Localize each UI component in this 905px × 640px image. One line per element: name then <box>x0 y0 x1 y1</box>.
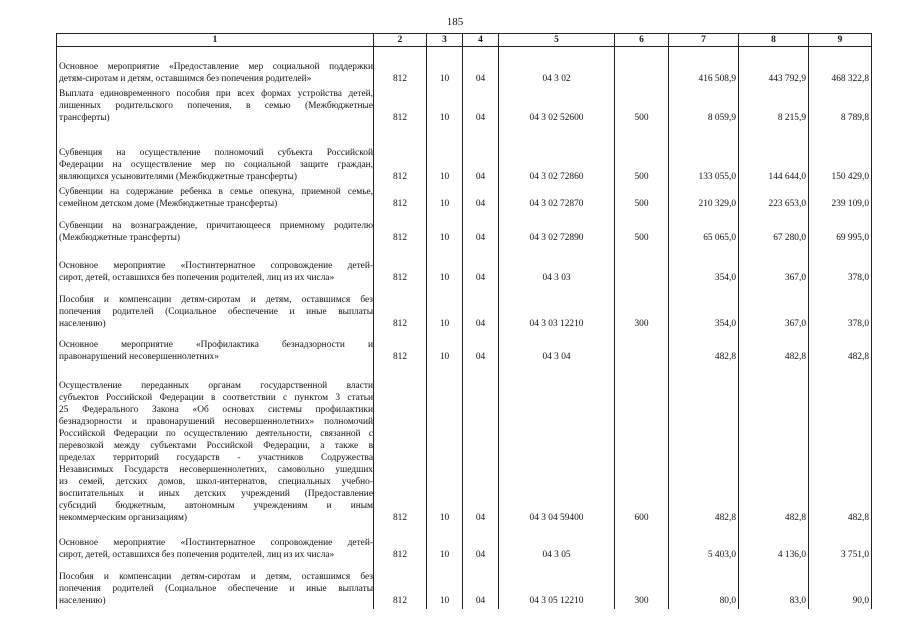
description-line: Выплата единовременного пособия при всех формах устройства детей, <box>59 89 373 99</box>
table-row <box>57 339 872 363</box>
amount-year-1: 5 403,0 <box>669 537 739 561</box>
row-description <box>57 294 374 330</box>
description-line: Федерации на осуществление мер по социальной защите граждан, <box>59 160 373 170</box>
expense-type-code: 500 <box>615 88 669 124</box>
amount-year-1: 416 508,9 <box>669 61 739 85</box>
amount-year-2: 4 136,0 <box>739 537 809 561</box>
expense-type-code: 500 <box>615 220 669 244</box>
section-code: 10 <box>427 260 463 284</box>
administrator-code: 812 <box>374 537 427 561</box>
target-item-code: 04 3 04 <box>499 339 615 363</box>
subsection-code: 04 <box>463 88 499 124</box>
amount-year-1: 65 065,0 <box>669 220 739 244</box>
amount-year-3: 3 751,0 <box>809 537 872 561</box>
description-line: воспитательных и иных детских учреждений (Предоставление <box>59 489 373 499</box>
description-line: Субвенции на вознаграждение, причитающееся приемному родителю <box>59 221 373 231</box>
amount-year-1: 80,0 <box>669 571 739 607</box>
amount-year-2: 144 644,0 <box>739 135 809 183</box>
description-line: Основное мероприятие «Профилактика безнадзорности и <box>59 340 373 350</box>
administrator-code: 812 <box>374 339 427 363</box>
table-bottom-margin <box>57 607 872 609</box>
section-code: 10 <box>427 339 463 363</box>
administrator-code: 812 <box>374 61 427 85</box>
table-row <box>57 571 872 607</box>
row-description <box>57 220 374 244</box>
subsection-code: 04 <box>463 260 499 284</box>
row-description <box>57 380 374 524</box>
description-line: населению) <box>59 596 106 606</box>
expense-type-code: 300 <box>615 294 669 330</box>
column-number: 8 <box>739 34 809 47</box>
amount-year-2: 67 280,0 <box>739 220 809 244</box>
table-row <box>57 88 872 124</box>
amount-year-3: 239 109,0 <box>809 186 872 210</box>
row-spacer <box>57 124 872 135</box>
column-number: 5 <box>499 34 615 47</box>
target-item-code: 04 3 05 12210 <box>499 571 615 607</box>
target-item-code: 04 3 02 52600 <box>499 88 615 124</box>
description-line: (Межбюджетные трансферты) <box>59 233 181 243</box>
description-line: субъектов Российской Федерации в соответствии с пунктом 3 статьи <box>59 393 373 403</box>
row-spacer <box>57 284 872 294</box>
amount-year-2: 367,0 <box>739 294 809 330</box>
amount-year-3: 150 429,0 <box>809 135 872 183</box>
description-line: Основное мероприятие «Предоставление мер социальной поддержки <box>59 62 373 72</box>
subsection-code: 04 <box>463 294 499 330</box>
description-line: 25 Федерального Закона «Об основах системы профилактики <box>59 405 373 415</box>
description-line: сирот, детей, оставшихся без попечения родителей, лиц из их числа» <box>59 550 335 560</box>
description-line: правонарушений несовершеннолетних» <box>59 352 219 362</box>
row-description <box>57 260 374 284</box>
target-item-code: 04 3 02 72890 <box>499 220 615 244</box>
description-line: некоммерческим организациям) <box>59 513 188 523</box>
description-line: сирот, детей, оставшихся без попечения родителей, лиц из их числа» <box>59 273 335 283</box>
section-code: 10 <box>427 186 463 210</box>
amount-year-3: 378,0 <box>809 294 872 330</box>
description-line: являющихся усыновителями (Межбюджетные трансферты) <box>59 172 297 182</box>
subsection-code: 04 <box>463 135 499 183</box>
column-number-row <box>57 34 872 47</box>
description-line: семейном детском доме (Межбюджетные трансферты) <box>59 199 278 209</box>
description-line: перевозкой между субъектами Российской Федерации, а также в <box>59 441 373 451</box>
amount-year-2: 83,0 <box>739 571 809 607</box>
amount-year-1: 354,0 <box>669 294 739 330</box>
subsection-code: 04 <box>463 339 499 363</box>
expense-type-code <box>615 339 669 363</box>
target-item-code: 04 3 05 <box>499 537 615 561</box>
description-line: трансферты) <box>59 113 110 123</box>
description-line: Независимых Государств несовершеннолетних, самовольно ушедших <box>59 465 373 475</box>
table-row <box>57 186 872 210</box>
row-spacer <box>57 210 872 220</box>
description-line: попечения родителей (Социальное обеспечение и иные выплаты <box>59 307 373 317</box>
administrator-code: 812 <box>374 380 427 524</box>
section-code: 10 <box>427 380 463 524</box>
subsection-code: 04 <box>463 186 499 210</box>
row-spacer <box>57 244 872 260</box>
subsection-code: 04 <box>463 220 499 244</box>
administrator-code: 812 <box>374 135 427 183</box>
description-line: из семей, детских домов, школ-интернатов, специальных учебно- <box>59 477 373 487</box>
administrator-code: 812 <box>374 88 427 124</box>
row-description <box>57 135 374 183</box>
subsection-code: 04 <box>463 380 499 524</box>
target-item-code: 04 3 02 <box>499 61 615 85</box>
page-number: 185 <box>446 16 464 28</box>
amount-year-1: 8 059,9 <box>669 88 739 124</box>
expense-type-code: 600 <box>615 380 669 524</box>
column-number: 7 <box>669 34 739 47</box>
budget-table <box>56 33 872 609</box>
description-line <box>59 135 373 147</box>
column-number: 9 <box>809 34 872 47</box>
row-description <box>57 88 374 124</box>
description-line: безнадзорности и правонарушений несовершеннолетних» полномочий <box>59 417 373 427</box>
administrator-code: 812 <box>374 260 427 284</box>
subsection-code: 04 <box>463 61 499 85</box>
amount-year-3: 482,8 <box>809 339 872 363</box>
amount-year-3: 8 789,8 <box>809 88 872 124</box>
description-line: Пособия и компенсации детям-сиротам и детям, оставшимся без <box>59 572 373 582</box>
amount-year-1: 210 329,0 <box>669 186 739 210</box>
table-row <box>57 294 872 330</box>
column-number: 6 <box>615 34 669 47</box>
subsection-code: 04 <box>463 571 499 607</box>
amount-year-1: 133 055,0 <box>669 135 739 183</box>
row-description <box>57 571 374 607</box>
table-body <box>57 47 872 610</box>
section-code: 10 <box>427 220 463 244</box>
description-line: лишенных родительского попечения, в семью (Межбюджетные <box>59 101 373 111</box>
row-spacer <box>57 561 872 571</box>
row-description <box>57 186 374 210</box>
amount-year-3: 69 995,0 <box>809 220 872 244</box>
section-code: 10 <box>427 88 463 124</box>
description-line: Основное мероприятие «Постинтернатное сопровождение детей- <box>59 538 373 548</box>
target-item-code: 04 3 02 72860 <box>499 135 615 183</box>
expense-type-code <box>615 61 669 85</box>
row-description <box>57 537 374 561</box>
amount-year-2: 367,0 <box>739 260 809 284</box>
column-number: 2 <box>374 34 427 47</box>
administrator-code: 812 <box>374 220 427 244</box>
description-line: Основное мероприятие «Постинтернатное сопровождение детей- <box>59 261 373 271</box>
table-row <box>57 135 872 183</box>
expense-type-code: 300 <box>615 571 669 607</box>
description-line: населению) <box>59 319 106 329</box>
amount-year-3: 90,0 <box>809 571 872 607</box>
amount-year-2: 8 215,9 <box>739 88 809 124</box>
target-item-code: 04 3 02 72870 <box>499 186 615 210</box>
administrator-code: 812 <box>374 571 427 607</box>
expense-type-code: 500 <box>615 135 669 183</box>
table-row <box>57 61 872 85</box>
expense-type-code: 500 <box>615 186 669 210</box>
target-item-code: 04 3 04 59400 <box>499 380 615 524</box>
amount-year-3: 378,0 <box>809 260 872 284</box>
table-row <box>57 220 872 244</box>
expense-type-code <box>615 260 669 284</box>
table-row <box>57 260 872 284</box>
description-line: субсидий бюджетным, автономным учреждениям и иным <box>59 501 373 511</box>
row-description <box>57 339 374 363</box>
description-line: попечения родителей (Социальное обеспечение и иные выплаты <box>59 584 373 594</box>
amount-year-2: 223 653,0 <box>739 186 809 210</box>
section-code: 10 <box>427 537 463 561</box>
table-row <box>57 380 872 524</box>
amount-year-1: 482,8 <box>669 380 739 524</box>
row-spacer <box>57 363 872 380</box>
section-code: 10 <box>427 571 463 607</box>
amount-year-2: 443 792,9 <box>739 61 809 85</box>
section-code: 10 <box>427 135 463 183</box>
target-item-code: 04 3 03 12210 <box>499 294 615 330</box>
row-spacer <box>57 47 872 62</box>
column-number: 3 <box>427 34 463 47</box>
amount-year-3: 468 322,8 <box>809 61 872 85</box>
description-line: Российской Федерации по осуществлению деятельности, связанной с <box>59 429 373 439</box>
section-code: 10 <box>427 61 463 85</box>
column-number: 1 <box>57 34 374 47</box>
administrator-code: 812 <box>374 186 427 210</box>
target-item-code: 04 3 03 <box>499 260 615 284</box>
table-row <box>57 537 872 561</box>
description-line: Субвенция на осуществление полномочий субъекта Российской <box>59 148 373 158</box>
description-line: Субвенции на содержание ребенка в семье опекуна, приемной семье, <box>59 187 373 197</box>
expense-type-code <box>615 537 669 561</box>
row-description <box>57 61 374 85</box>
amount-year-2: 482,8 <box>739 380 809 524</box>
amount-year-1: 482,8 <box>669 339 739 363</box>
description-line: Осуществление переданных органам государственной власти <box>59 381 373 391</box>
description-line: Пособия и компенсации детям-сиротам и детям, оставшимся без <box>59 295 373 305</box>
section-code: 10 <box>427 294 463 330</box>
amount-year-1: 354,0 <box>669 260 739 284</box>
row-spacer <box>57 524 872 537</box>
row-spacer <box>57 330 872 339</box>
administrator-code: 812 <box>374 294 427 330</box>
description-line: детям-сиротам и детям, оставшимся без попечения родителей» <box>59 74 312 84</box>
subsection-code: 04 <box>463 537 499 561</box>
column-number: 4 <box>463 34 499 47</box>
amount-year-2: 482,8 <box>739 339 809 363</box>
description-line: пределах территорий государств - участников Содружества <box>59 453 373 463</box>
amount-year-3: 482,8 <box>809 380 872 524</box>
